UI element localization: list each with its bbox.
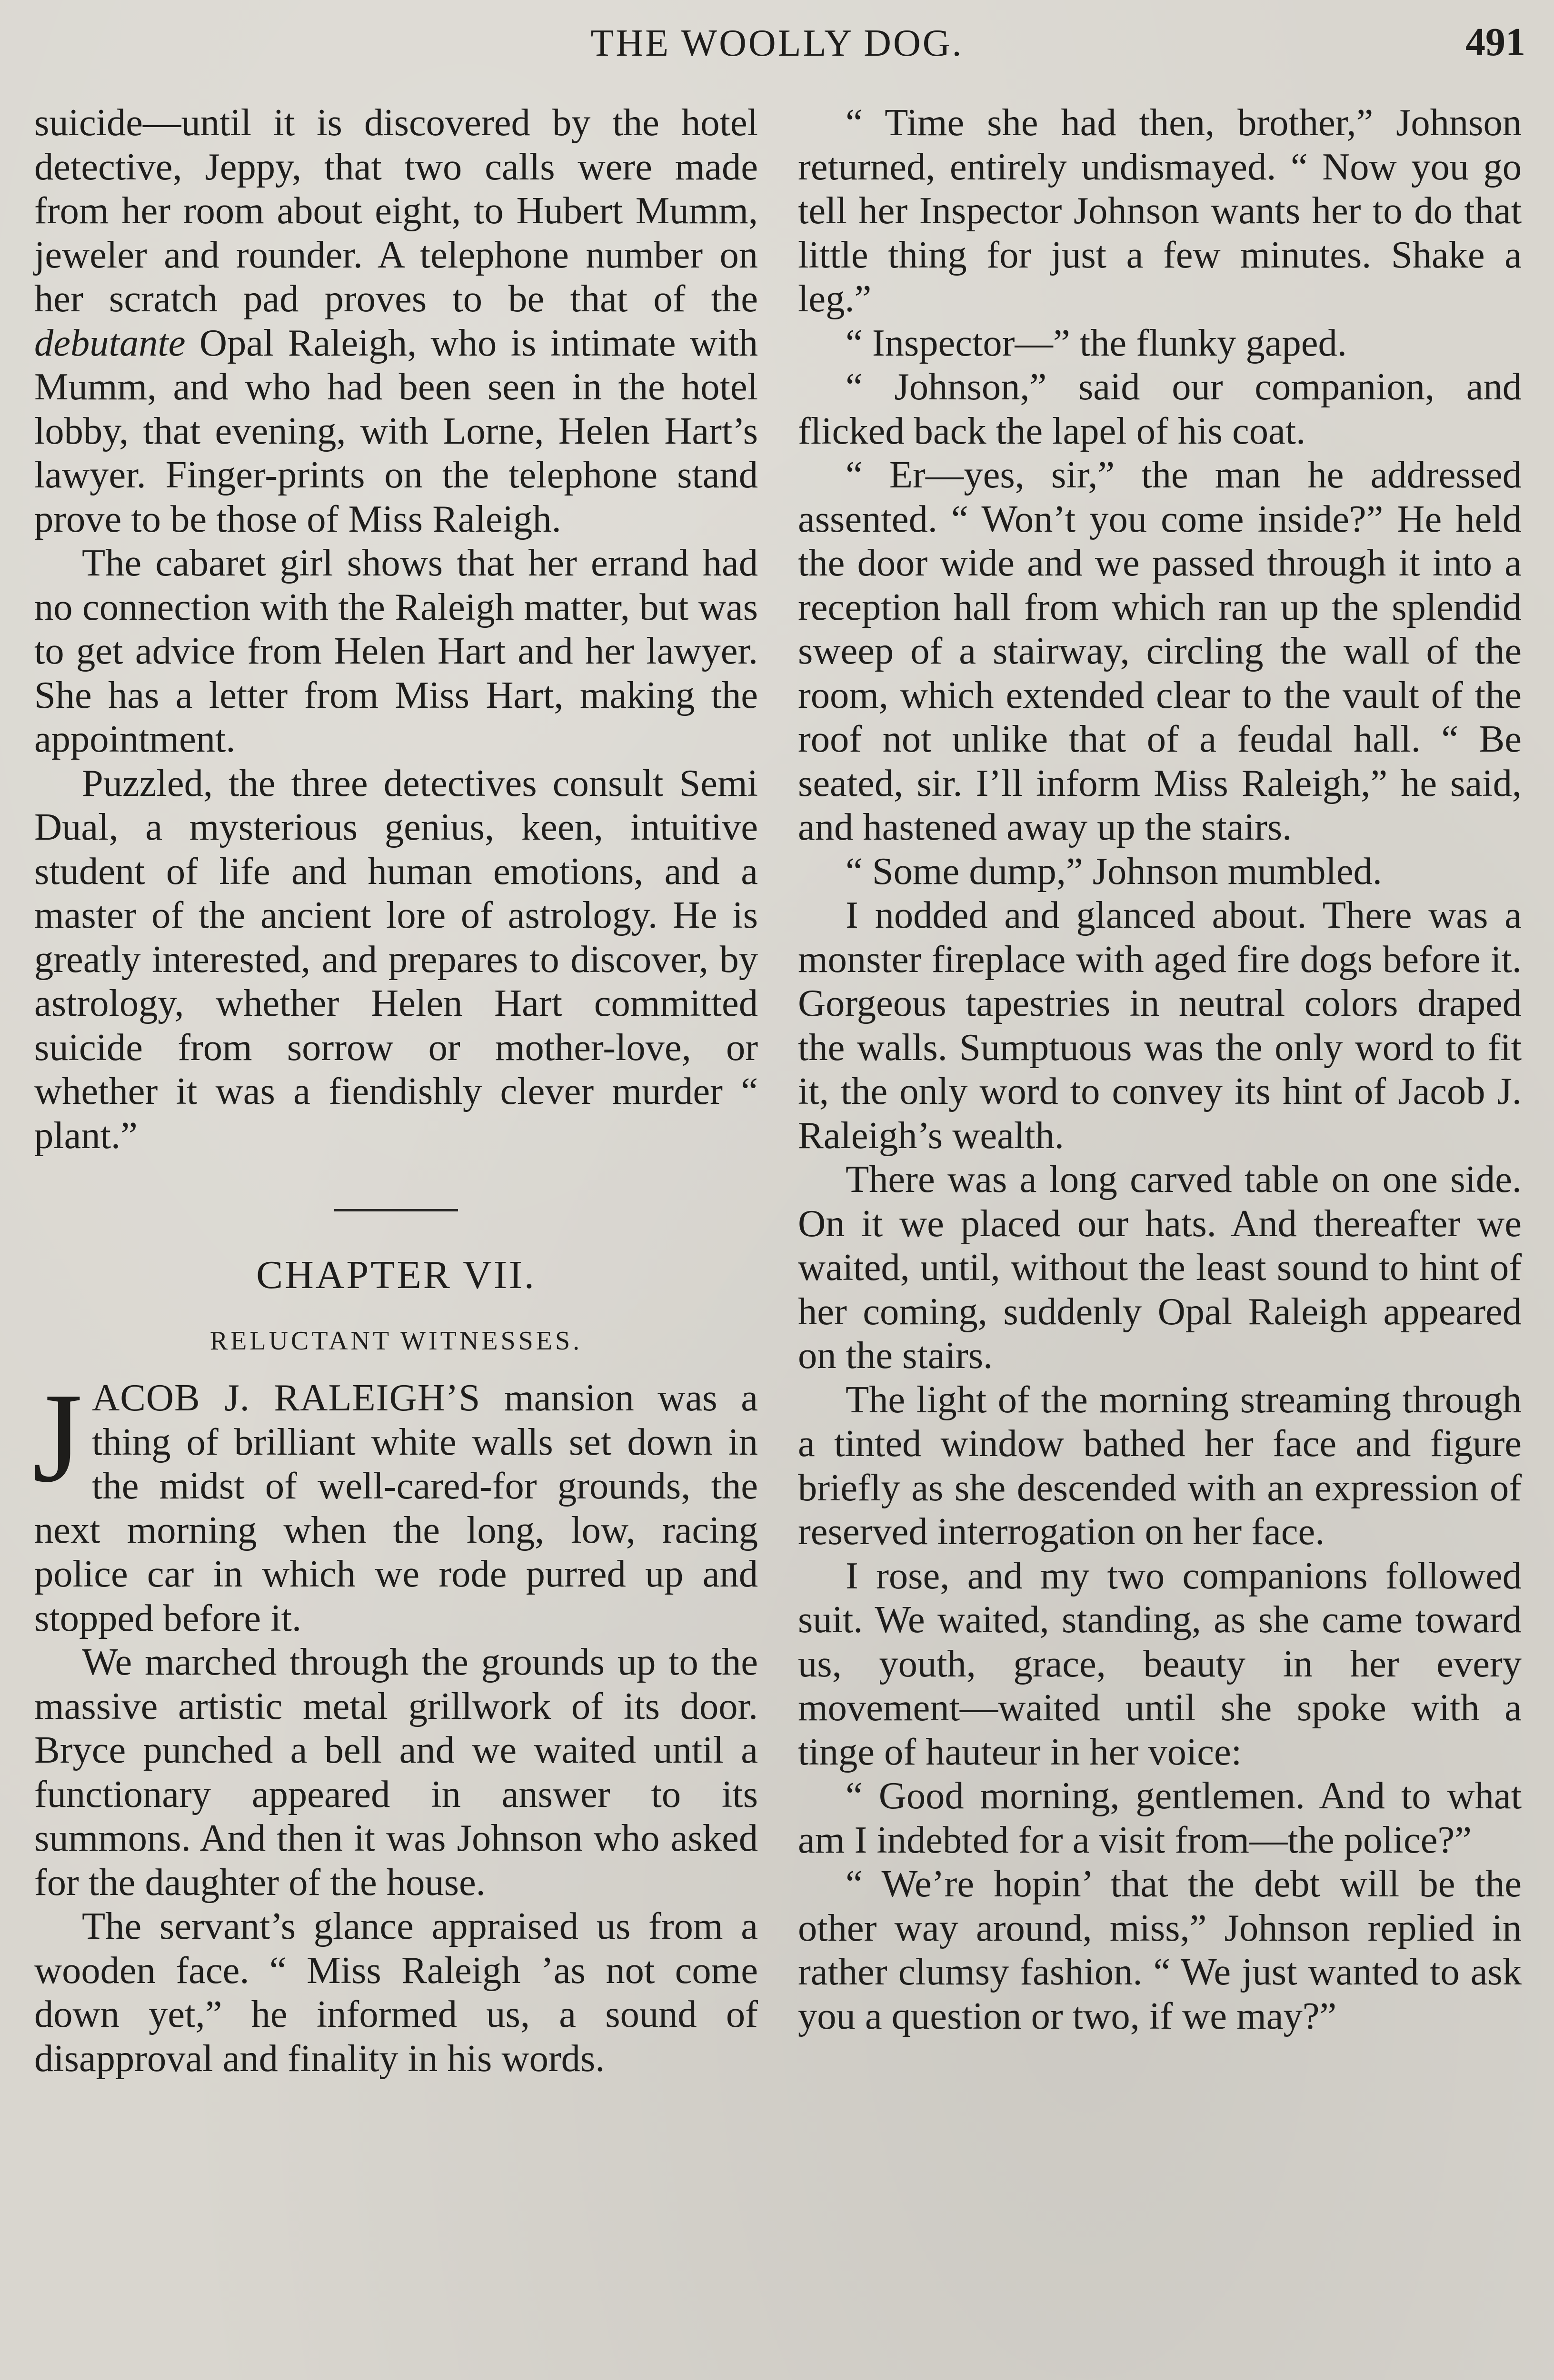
running-title: THE WOOLLY DOG. [590, 22, 964, 64]
left-column [34, 101, 758, 2081]
page-number: 491 [1465, 20, 1525, 64]
body-paragraph: “ Inspector—” the flunky gaped. [846, 321, 1347, 364]
body-paragraph: “ Time she had then, brother,” Johnson returned, entirely undismayed. “ Now you go tell her Inspector Johnson wants her to do that little thing for just a few minutes. Shake a leg.” [798, 101, 1522, 320]
body-paragraph: “ Johnson,” said our companion, and flicked back the lapel of his coat. [798, 366, 1522, 452]
body-paragraph: We marched through the grounds up to the massive artistic metal grillwork of its door. Bryce punched a bell and we waited until a functionary appeared in answer to its summons. And then it was Johnson who asked for the daughter of the house. [34, 1641, 758, 1904]
drop-cap: J [32, 1367, 83, 1509]
body-paragraph: “ Er—yes, sir,” the man he addressed assented. “ Won’t you come inside?” He held the door wide and we passed through it into a reception hall from which ran up the splendid sweep of a stairway, circling the wall of the room, which extended clear to the vault of the roof not unlike that of a feudal hall. “ Be seated, sir. I’ll inform Miss Raleigh,” he said, and hastened away up the stairs. [798, 454, 1522, 848]
paragraph-text: Opal Raleigh, who is intimate with Mumm, and who had been seen in the hotel lobby, that evening, with Lorne, Helen Hart’s lawyer. Finger-prints on the telephone stand prove to be those of Miss Raleigh. [34, 321, 758, 540]
opening-paragraph [32, 1367, 758, 1640]
synopsis-paragraph [34, 101, 758, 541]
chapter-subtitle: RELUCTANT WITNESSES. [209, 1326, 583, 1356]
body-paragraph: There was a long carved table on one side. On it we placed our hats. And thereafter we waited, until, without the least sound to hint of her coming, suddenly Opal Raleigh appeared on the stairs. [798, 1158, 1522, 1377]
body-paragraph: “ We’re hopin’ that the debt will be the other way around, miss,” Johnson replied in rather clumsy fashion. “ We just wanted to ask you a question or two, if we may?” [798, 1863, 1522, 2037]
italic-word: debutante [34, 321, 186, 364]
chapter-title: CHAPTER VII. [256, 1253, 536, 1297]
body-paragraph: I rose, and my two companions followed suit. We waited, standing, as she came toward us, youth, grace, beauty in her every movement—waited until she spoke with a tinge of hauteur in her voice: [798, 1554, 1522, 1773]
body-paragraph: The servant’s glance appraised us from a wooden face. “ Miss Raleigh ’as not come down yet,” he informed us, a sound of disapproval and finality in his words. [34, 1905, 758, 2080]
body-paragraph: “ Good morning, gentlemen. And to what am I indebted for a visit from—the police?” [798, 1775, 1522, 1861]
synopsis-paragraph: Puzzled, the three detectives consult Semi Dual, a mysterious genius, keen, intuitive student of life and human emotions, and a master of the ancient lore of astrology. He is greatly interested, and prepares to discover, by astrology, whether Helen Hart committed suicide from sorrow or mother-love, or whether it was a fiendishly clever murder “ plant.” [34, 762, 758, 1157]
synopsis-paragraph: The cabaret girl shows that her errand had no connection with the Raleigh matter, but was to get advice from Helen Hart and her lawyer. She has a letter from Miss Hart, making the appointment. [34, 542, 758, 760]
paragraph-text: mansion was a thing of brilliant white walls set down in the midst of well-cared-for grounds, the next morning when the long, low, racing police car in which we rode purred up and stopped before it. [34, 1377, 758, 1639]
page-header [0, 19, 1554, 76]
body-paragraph: I nodded and glanced about. There was a monster fireplace with aged fire dogs before it. Gorgeous tapestries in neutral colors draped the walls. Sumptuous was the only word to fit it, the only word to convey its hint of Jacob J. Raleigh’s wealth. [798, 894, 1522, 1157]
section-divider [334, 1209, 458, 1211]
right-column [798, 101, 1522, 2038]
body-paragraph: The light of the morning streaming through a tinted window bathed her face and figure briefly as she descended with an expression of reserved interrogation on her face. [798, 1378, 1522, 1553]
body-paragraph: “ Some dump,” Johnson mumbled. [846, 850, 1382, 892]
opening-caps: ACOB J. RALEIGH’S [92, 1377, 481, 1419]
paragraph-text: suicide—until it is discovered by the hotel detective, Jeppy, that two calls were made from her room about eight, to Hubert Mumm, jeweler and rounder. A telephone number on her scratch pad proves to be that of the [34, 101, 758, 320]
